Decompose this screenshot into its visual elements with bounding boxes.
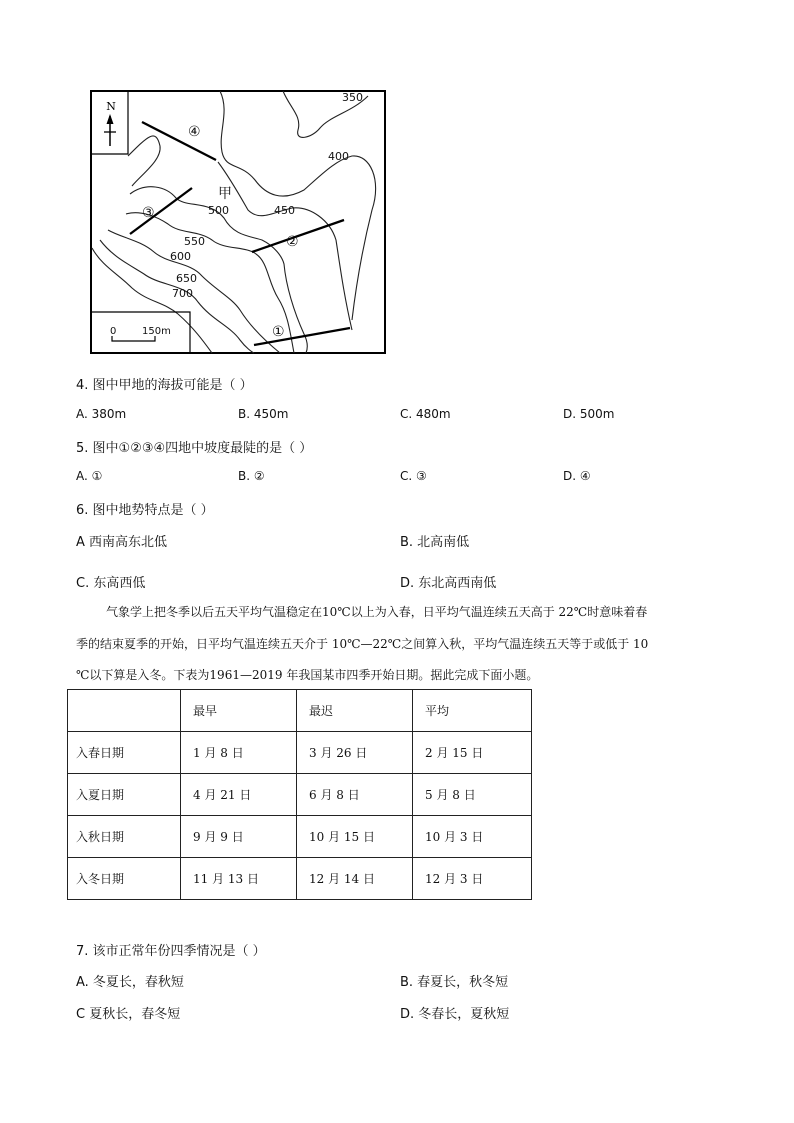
site-label-2: ② xyxy=(286,234,299,250)
contour-label-400: 400 xyxy=(328,150,349,163)
question-6-option-d[interactable]: D. 东北高西南低 xyxy=(400,576,497,591)
table-cell: 入春日期 xyxy=(68,732,181,774)
question-4-option-b[interactable]: B. 450m xyxy=(238,407,289,421)
table-header-cell xyxy=(68,690,181,732)
table-row xyxy=(68,774,532,816)
table-row xyxy=(68,858,532,900)
table-cell: 4 月 21 日 xyxy=(181,774,297,816)
contour-label-350: 350 xyxy=(342,91,363,104)
table-cell: 5 月 8 日 xyxy=(413,774,532,816)
scale-length-label: 150m xyxy=(142,326,171,337)
table-row xyxy=(68,816,532,858)
north-label: N xyxy=(106,100,116,113)
table-cell: 3 月 26 日 xyxy=(297,732,413,774)
site-label-3: ③ xyxy=(142,205,155,221)
question-5-option-d[interactable]: D. ④ xyxy=(563,469,591,483)
question-5-option-c[interactable]: C. ③ xyxy=(400,469,427,483)
contour-label-550: 550 xyxy=(184,235,205,248)
question-7-option-c[interactable]: C 夏秋长，春冬短 xyxy=(76,1007,181,1022)
question-6-option-c[interactable]: C. 东高西低 xyxy=(76,576,146,591)
table-header-cell: 最早 xyxy=(181,690,297,732)
question-4-option-a[interactable]: A. 380m xyxy=(76,407,127,421)
table-cell: 入冬日期 xyxy=(68,858,181,900)
question-5-stem: 5. 图中①②③④四地中坡度最陡的是（ ） xyxy=(76,441,313,456)
table-cell: 9 月 9 日 xyxy=(181,816,297,858)
contour-label-700: 700 xyxy=(172,287,193,300)
question-6-option-a[interactable]: A 西南高东北低 xyxy=(76,535,168,550)
table-cell: 6 月 8 日 xyxy=(297,774,413,816)
question-6-option-b[interactable]: B. 北高南低 xyxy=(400,535,470,550)
scale-zero-label: 0 xyxy=(110,326,117,337)
table-cell: 2 月 15 日 xyxy=(413,732,532,774)
table-cell: 11 月 13 日 xyxy=(181,858,297,900)
passage-line-3: ℃以下算是入冬。下表为1961—2019 年我国某市四季开始日期。据此完成下面小题。 xyxy=(76,668,539,682)
contour-map xyxy=(90,90,386,354)
contour-label-500: 500 xyxy=(208,204,229,217)
table-header-cell: 最迟 xyxy=(297,690,413,732)
question-4-option-d[interactable]: D. 500m xyxy=(563,407,615,421)
table-cell: 1 月 8 日 xyxy=(181,732,297,774)
question-4-stem: 4. 图中甲地的海拔可能是（ ） xyxy=(76,378,253,393)
contour-label-650: 650 xyxy=(176,272,197,285)
passage xyxy=(76,603,726,683)
table-header-row xyxy=(68,690,532,732)
table-cell: 入夏日期 xyxy=(68,774,181,816)
question-5-option-b[interactable]: B. ② xyxy=(238,469,265,483)
site-label-1: ① xyxy=(272,324,285,340)
contour-label-600: 600 xyxy=(170,250,191,263)
question-7-stem: 7. 该市正常年份四季情况是（ ） xyxy=(76,944,266,959)
table-cell: 12 月 3 日 xyxy=(413,858,532,900)
table-cell: 入秋日期 xyxy=(68,816,181,858)
table-row xyxy=(68,732,532,774)
passage-line-1: 气象学上把冬季以后五天平均气温稳定在10℃以上为入春，日平均气温连续五天高于 22℃时意味着春 xyxy=(106,605,648,619)
table-cell: 10 月 3 日 xyxy=(413,816,532,858)
table-cell: 12 月 14 日 xyxy=(297,858,413,900)
site-label-4: ④ xyxy=(188,124,201,140)
question-7-option-b[interactable]: B. 春夏长，秋冬短 xyxy=(400,975,509,990)
question-4-option-c[interactable]: C. 480m xyxy=(400,407,451,421)
question-7-option-a[interactable]: A. 冬夏长，春秋短 xyxy=(76,975,184,990)
question-7-option-d[interactable]: D. 冬春长，夏秋短 xyxy=(400,1007,510,1022)
passage-line-2: 季的结束夏季的开始，日平均气温连续五天介于 10℃—22℃之间算入秋，平均气温连续五天等于或低于 10 xyxy=(76,637,649,651)
table-header-cell: 平均 xyxy=(413,690,532,732)
place-label-jia: 甲 xyxy=(218,186,232,202)
contour-label-450: 450 xyxy=(274,204,295,217)
season-table xyxy=(67,689,532,900)
question-6-stem: 6. 图中地势特点是（ ） xyxy=(76,503,214,518)
question-5-option-a[interactable]: A. ① xyxy=(76,469,103,483)
table-cell: 10 月 15 日 xyxy=(297,816,413,858)
